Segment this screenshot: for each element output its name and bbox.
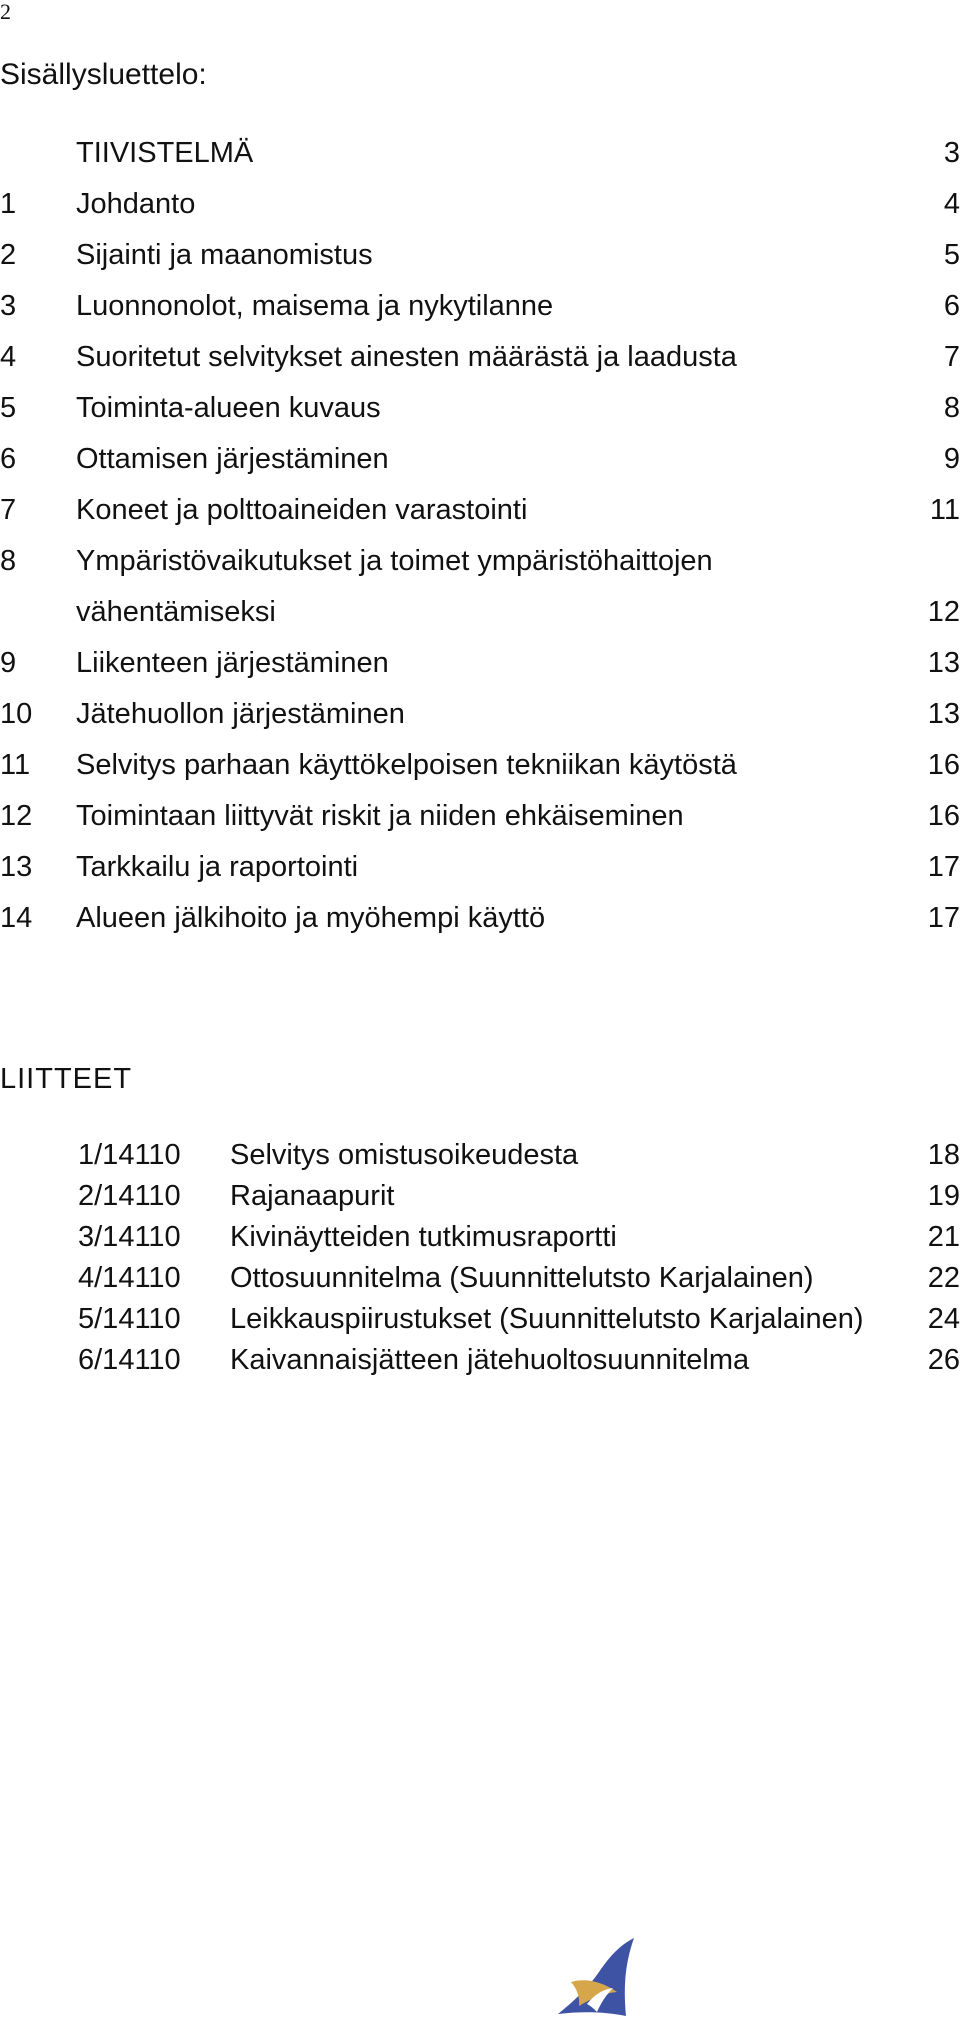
toc-entry-page: 13 <box>927 647 960 679</box>
appendix-code: 1/14110 <box>78 1139 181 1171</box>
appendix-code: 5/14110 <box>78 1303 181 1335</box>
toc-entry <box>0 179 960 230</box>
toc-entry-page: 3 <box>943 137 960 169</box>
appendix-list <box>0 1135 960 1381</box>
toc-entry-title: Liikenteen järjestäminen <box>76 647 389 679</box>
toc-entry-page: 7 <box>943 341 960 373</box>
toc-entry-title: Tarkkailu ja raportointi <box>76 851 359 883</box>
toc-entry-number: 6 <box>0 443 17 475</box>
toc-entry <box>0 536 960 638</box>
appendix-entry <box>0 1299 960 1340</box>
toc-entry-title: Ottamisen järjestäminen <box>76 443 389 475</box>
toc-entry-title: Suoritetut selvitykset ainesten määrästä ja laadusta <box>76 341 737 373</box>
appendix-title: Leikkauspiirustukset (Suunnittelutsto Karjalainen) <box>230 1303 864 1335</box>
toc-entry-title: Toimintaan liittyvät riskit ja niiden ehkäiseminen <box>76 800 684 832</box>
appendix-code: 6/14110 <box>78 1344 181 1376</box>
toc-entry-page: 8 <box>943 392 960 424</box>
toc-entry-page: 12 <box>927 596 960 628</box>
toc-entry-title: Sijainti ja maanomistus <box>76 239 373 271</box>
appendix-page: 22 <box>927 1262 960 1294</box>
toc-entry-number: 2 <box>0 239 17 271</box>
page-number: 2 <box>0 0 11 24</box>
appendix-page: 21 <box>927 1221 960 1253</box>
toc-entry-title: Koneet ja polttoaineiden varastointi <box>76 494 528 526</box>
toc-entry-number: 1 <box>0 188 17 220</box>
toc-entry <box>0 332 960 383</box>
toc-entry-number: 5 <box>0 392 17 424</box>
toc-entry-number: 3 <box>0 290 17 322</box>
toc-entry-page: 16 <box>927 749 960 781</box>
toc-entry <box>0 791 960 842</box>
toc-entry <box>0 383 960 434</box>
toc-entry-number: 4 <box>0 341 17 373</box>
appendix-title: Selvitys omistusoikeudesta <box>230 1139 579 1171</box>
toc-entry-title: Alueen jälkihoito ja myöhempi käyttö <box>76 902 546 934</box>
toc-entry-number: 14 <box>0 902 33 934</box>
toc-entry <box>0 740 960 791</box>
toc-entry-page: 13 <box>927 698 960 730</box>
toc-entry <box>0 689 960 740</box>
toc-entry-number: 11 <box>0 749 31 781</box>
appendix-title: Kaivannaisjätteen jätehuoltosuunnitelma <box>230 1344 750 1376</box>
toc-heading: Sisällysluettelo: <box>0 58 207 91</box>
sail-logo-icon <box>556 1938 640 2016</box>
toc-entry-page: 4 <box>943 188 960 220</box>
toc-entry <box>0 230 960 281</box>
toc-entry <box>0 638 960 689</box>
toc-entry <box>0 485 960 536</box>
toc-entry-page: 17 <box>927 902 960 934</box>
toc-entry <box>0 128 960 179</box>
toc-entry-title: Luonnonolot, maisema ja nykytilanne <box>76 290 554 322</box>
appendix-page: 26 <box>927 1344 960 1376</box>
appendix-code: 4/14110 <box>78 1262 181 1294</box>
toc-entry <box>0 281 960 332</box>
appendix-title: Rajanaapurit <box>230 1180 395 1212</box>
toc-entry-title: TIIVISTELMÄ <box>76 137 254 169</box>
toc-entry <box>0 893 960 944</box>
toc-entry-title: Jätehuollon järjestäminen <box>76 698 405 730</box>
appendix-entry <box>0 1258 960 1299</box>
appendix-page: 19 <box>927 1180 960 1212</box>
toc-entry-title: Toiminta-alueen kuvaus <box>76 392 381 424</box>
appendix-entry <box>0 1135 960 1176</box>
appendix-code: 2/14110 <box>78 1180 181 1212</box>
appendix-title: Kivinäytteiden tutkimusraportti <box>230 1221 617 1253</box>
toc-entry-title: Selvitys parhaan käyttökelpoisen tekniikan käytöstä <box>76 749 737 781</box>
toc-entry <box>0 842 960 893</box>
appendix-page: 18 <box>927 1139 960 1171</box>
appendix-page: 24 <box>927 1303 960 1335</box>
toc-entry-page: 5 <box>943 239 960 271</box>
toc-entry-number: 10 <box>0 698 33 730</box>
appendix-entry <box>0 1176 960 1217</box>
toc-entry <box>0 434 960 485</box>
appendix-entry <box>0 1340 960 1381</box>
toc-entry-number: 12 <box>0 800 33 832</box>
toc-entry-page: 6 <box>943 290 960 322</box>
appendix-heading: LIITTEET <box>0 1063 133 1095</box>
toc-entry-page: 9 <box>943 443 960 475</box>
appendix-code: 3/14110 <box>78 1221 181 1253</box>
toc-entry-number: 8 <box>0 545 17 577</box>
toc-entry-number: 9 <box>0 647 17 679</box>
toc-entry-number: 7 <box>0 494 17 526</box>
toc-entry-page: 11 <box>929 494 960 526</box>
toc-list <box>0 128 960 944</box>
appendix-entry <box>0 1217 960 1258</box>
toc-entry-page: 17 <box>927 851 960 883</box>
toc-entry-title: Johdanto <box>76 188 196 220</box>
appendix-title: Ottosuunnitelma (Suunnittelutsto Karjalainen) <box>230 1262 814 1294</box>
toc-entry-title: Ympäristövaikutukset ja toimet ympäristöhaittojen vähentämiseksi <box>76 545 713 628</box>
toc-entry-page: 16 <box>927 800 960 832</box>
toc-entry-number: 13 <box>0 851 33 883</box>
